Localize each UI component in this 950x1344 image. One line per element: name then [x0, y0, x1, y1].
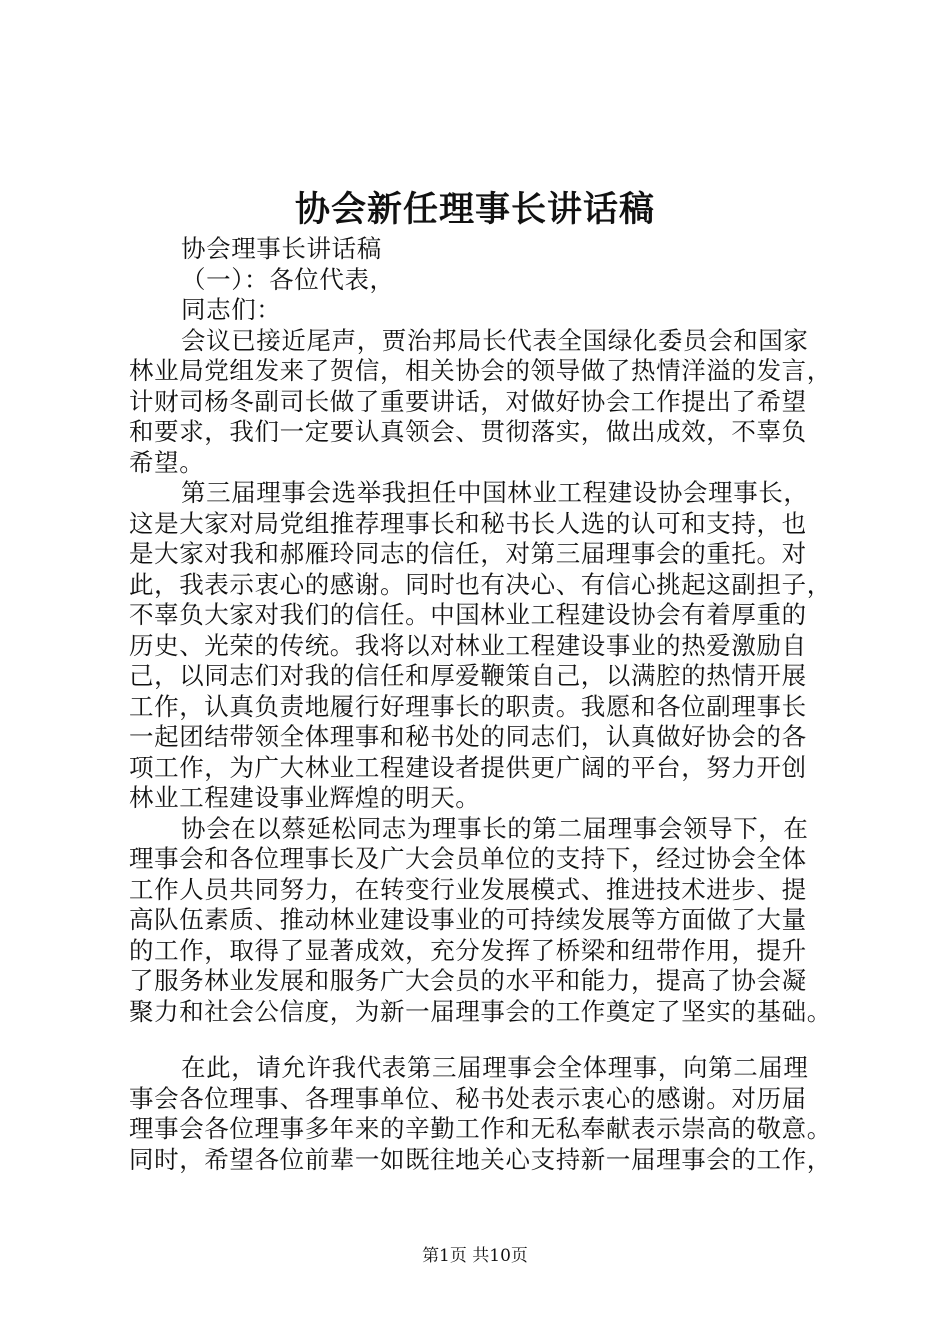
- text-line: 了服务林业发展和服务广大会员的水平和能力，提高了协会凝: [129, 966, 807, 995]
- text-line: 在此，请允许我代表第三届理事会全体理事，向第二届理: [181, 1053, 809, 1082]
- text-line: 事会各位理事、各理事单位、秘书处表示衷心的感谢。对历届: [129, 1083, 807, 1113]
- text-line: 协会在以蔡延松同志为理事长的第二届理事会领导下，在: [181, 813, 809, 843]
- paragraph-gap: [129, 1027, 845, 1053]
- text-line: 聚力和社会公信度，为新一届理事会的工作奠定了坚实的基础。: [129, 996, 832, 1026]
- text-line: 理事会和各位理事长及广大会员单位的支持下，经过协会全体: [129, 844, 807, 873]
- text-line: 己，以同志们对我的信任和厚爱鞭策自己，以满腔的热情开展: [129, 661, 807, 690]
- text-line: 工作，认真负责地履行好理事长的职责。我愿和各位副理事长: [129, 691, 807, 721]
- text-line: 项工作，为广大林业工程建设者提供更广阔的平台，努力开创: [129, 752, 807, 782]
- text-line: 协会理事长讲话稿: [181, 234, 382, 263]
- text-line: 林业局党组发来了贺信，相关协会的领导做了热情洋溢的发言，: [129, 356, 832, 385]
- text-line: 不辜负大家对我们的信任。中国林业工程建设协会有着厚重的: [129, 600, 807, 629]
- text-line: 是大家对我和郝雁玲同志的信任，对第三届理事会的重托。对: [129, 539, 807, 568]
- text-line: 一起团结带领全体理事和秘书处的同志们，认真做好协会的各: [129, 722, 807, 751]
- text-line: 此，我表示衷心的感谢。同时也有决心、有信心挑起这副担子，: [129, 569, 832, 599]
- text-line: 同志们：: [181, 295, 282, 324]
- text-line: 希望。: [129, 447, 205, 477]
- text-line: （一）：各位代表，: [181, 264, 395, 294]
- text-line: 计财司杨冬副司长做了重要讲话，对做好协会工作提出了希望: [129, 386, 807, 416]
- text-line: 高队伍素质、推动林业建设事业的可持续发展等方面做了大量: [129, 905, 807, 934]
- text-line: 历史、光荣的传统。我将以对林业工程建设事业的热爱激励自: [129, 630, 807, 660]
- text-line: 林业工程建设事业辉煌的明天。: [129, 783, 481, 812]
- text-line: 理事会各位理事多年来的辛勤工作和无私奉献表示崇高的敬意。: [129, 1114, 832, 1143]
- text-line: 的工作，取得了显著成效，充分发挥了桥梁和纽带作用，提升: [129, 935, 807, 965]
- text-line: 这是大家对局党组推荐理事长和秘书长人选的认可和支持，也: [129, 508, 807, 538]
- text-line: 和要求，我们一定要认真领会、贯彻落实，做出成效，不辜负: [129, 417, 807, 446]
- text-line: 会议已接近尾声，贾治邦局长代表全国绿化委员会和国家: [181, 325, 809, 355]
- document-title: 协会新任理事长讲话稿: [294, 189, 655, 230]
- text-line: 工作人员共同努力，在转变行业发展模式、推进技术进步、提: [129, 874, 807, 904]
- text-line: 同时，希望各位前辈一如既往地关心支持新一届理事会的工作，: [129, 1144, 832, 1174]
- text-line: 第三届理事会选举我担任中国林业工程建设协会理事长，: [181, 478, 809, 507]
- document-body: [129, 234, 845, 1175]
- page-footer: 第1页 共10页: [422, 1246, 528, 1266]
